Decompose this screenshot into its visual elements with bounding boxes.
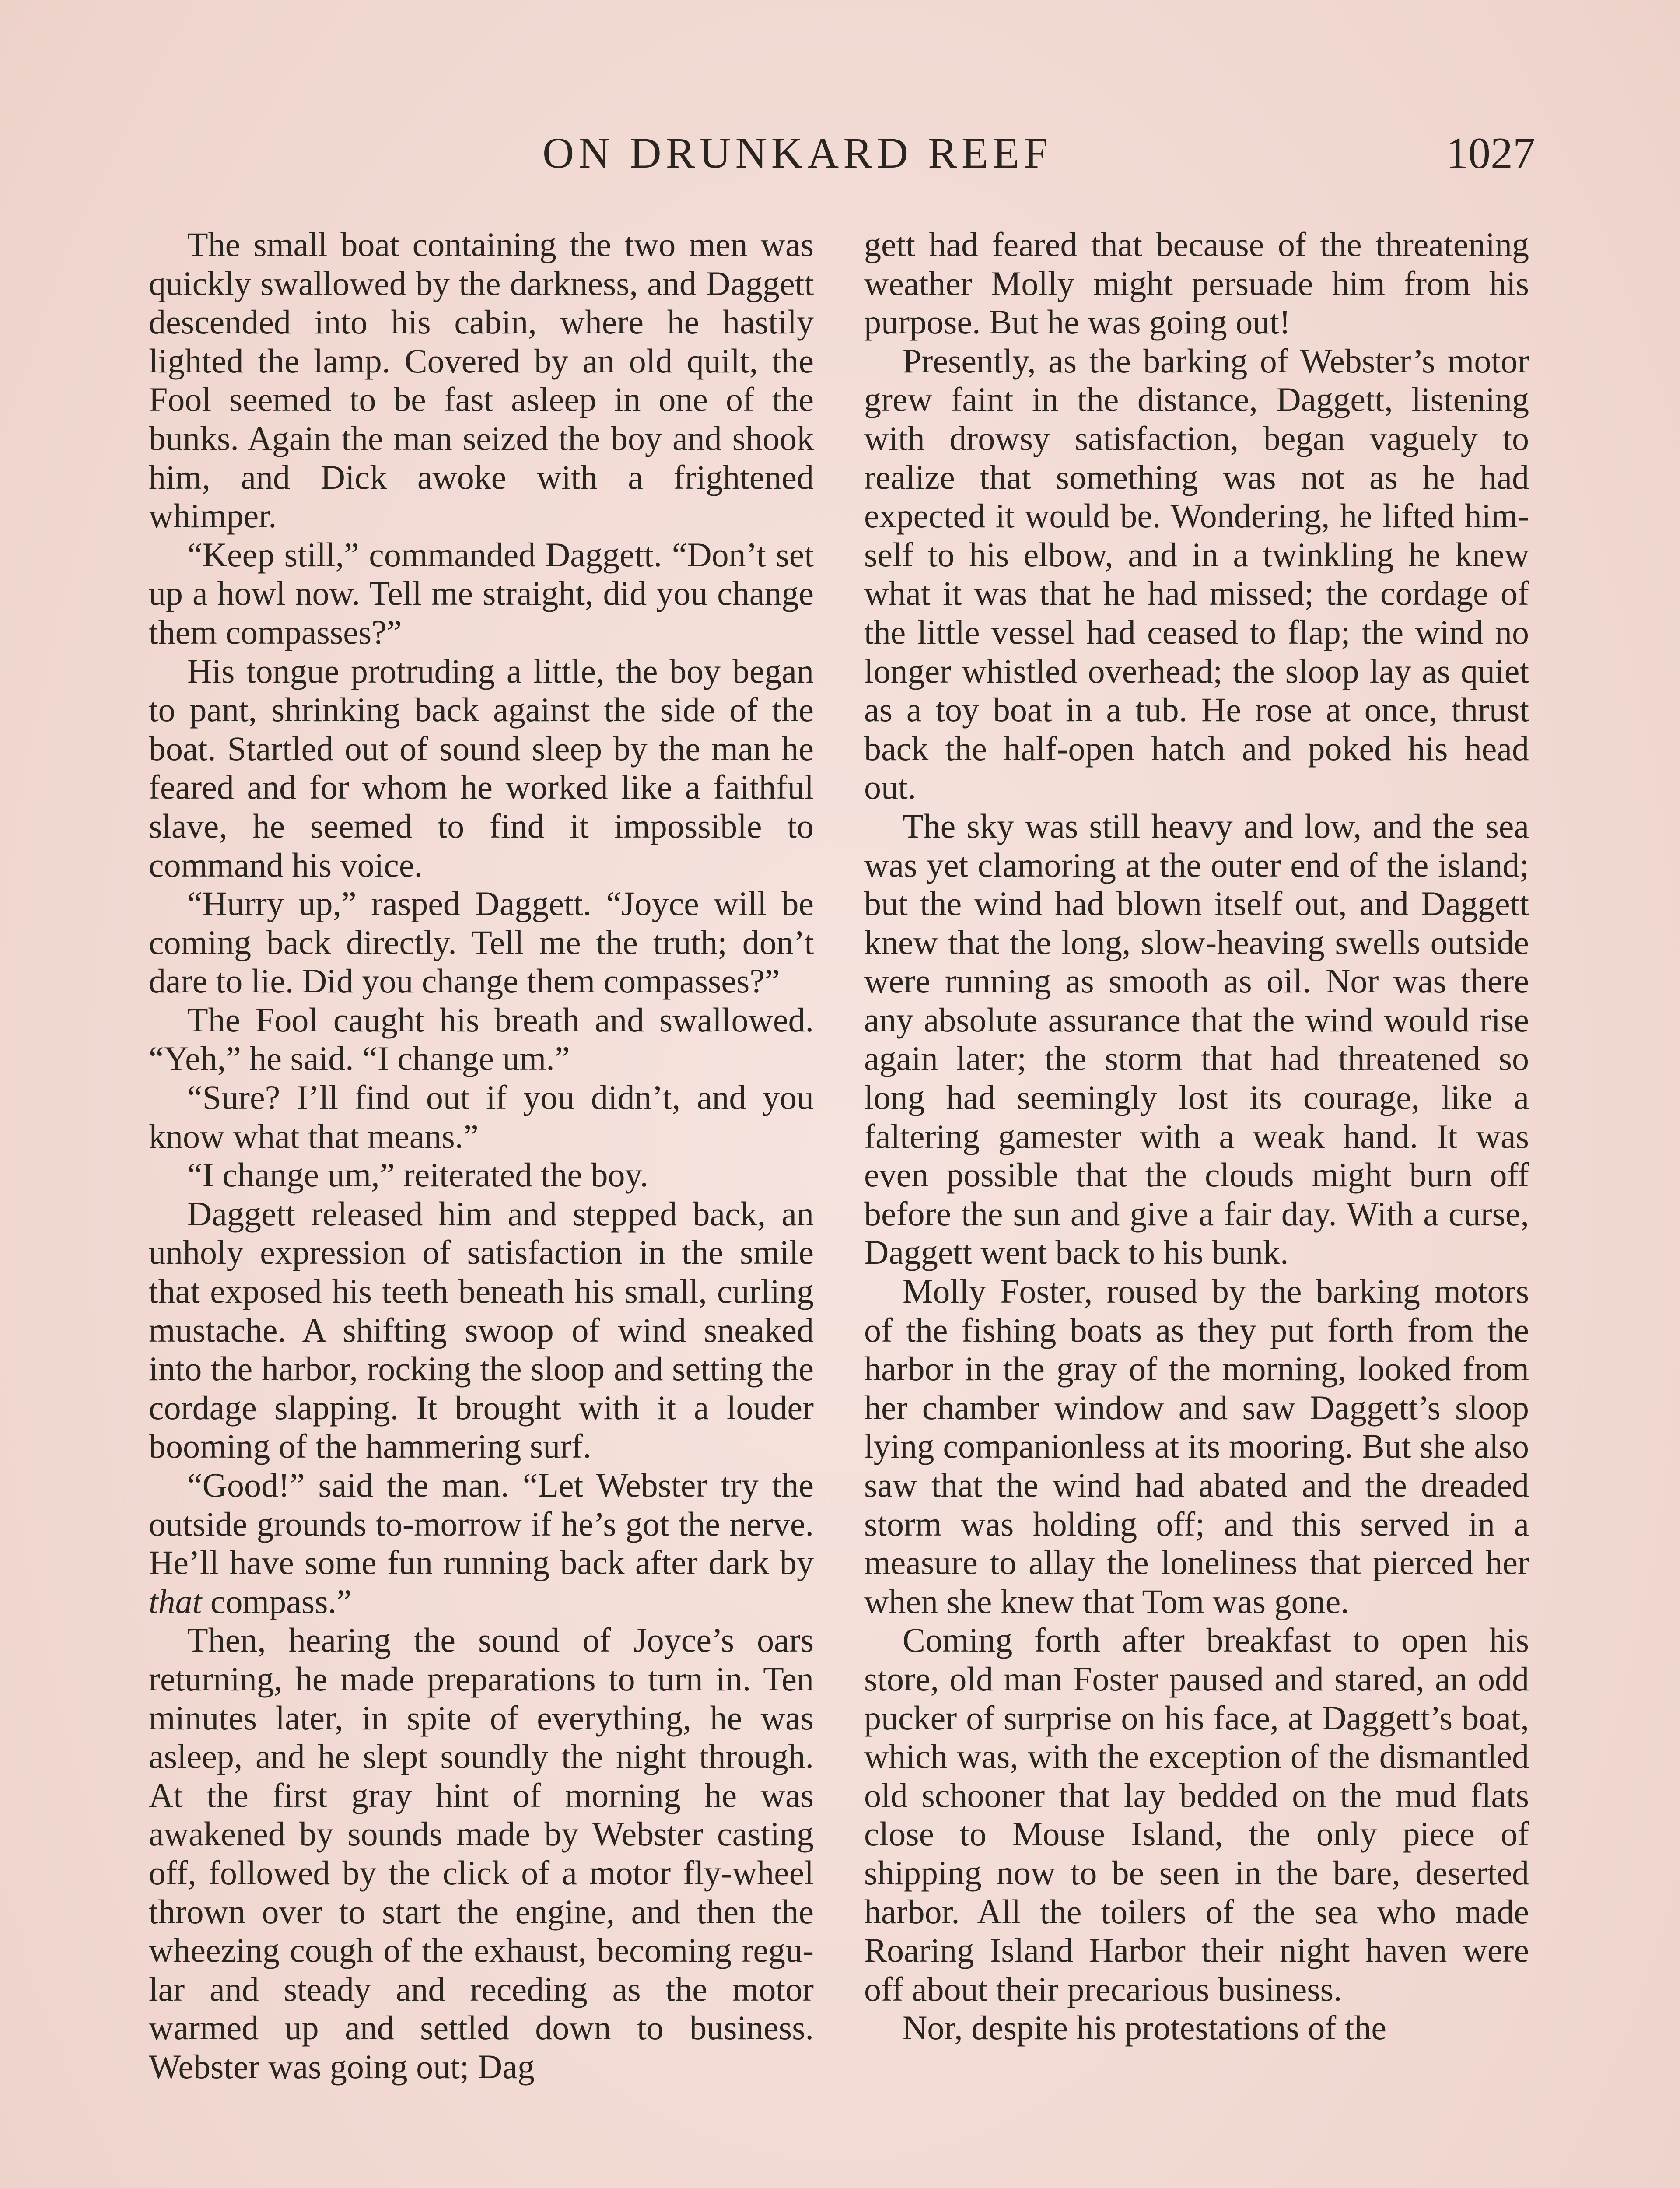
paragraph: “Keep still,” commanded Daggett. “Don’t set up a howl now. Tell me straight, did you change them compasses?”: [149, 535, 814, 651]
paragraph: “Hurry up,” rasped Daggett. “Joyce will be coming back directly. Tell me the truth; don’t dare to lie. Did you change them compasses?”: [149, 884, 814, 1000]
left-column: [149, 225, 814, 2086]
running-title: ON DRUNKARD REEF: [542, 129, 1053, 177]
paragraph-text: “Good!” said the man. “Let Webster try the outside grounds to-morrow if he’s got the nerve. He’ll have some fun running back after dark by: [149, 1466, 814, 1582]
paragraph: The Fool caught his breath and swallowed. “Yeh,” he said. “I change um.”: [149, 1000, 814, 1078]
right-column: [864, 225, 1529, 2048]
paragraph-continued: gett had feared that because of the threatening weather Molly might persuade him from his purpose. But he was going out!: [864, 225, 1529, 341]
paragraph: Daggett released him and stepped back, an unholy expression of satisfaction in the smile that exposed his teeth beneath his small, curling mustache. A shifting swoop of wind sneaked into the harbor, rocking the sloop and setting the cordage slapping. It brought with it a louder booming of the hammering surf.: [149, 1194, 814, 1466]
paragraph: The sky was still heavy and low, and the sea was yet clamoring at the outer end of the island; but the wind had blown itself out, and Daggett knew that the long, slow-heaving swells outside were running as smooth as oil. Nor was there any absolute assurance that the wind would rise again later; the storm that had threatened so long had seemingly lost its courage, like a faltering gamester with a weak hand. It was even possible that the clouds might burn off before the sun and give a fair day. With a curse, Daggett went back to his bunk.: [864, 806, 1529, 1272]
emphasis-text: that: [149, 1582, 202, 1620]
paragraph: Presently, as the barking of Webster’s motor grew faint in the distance, Daggett, listening with drowsy satisfaction, began vaguely to realize that something was not as he had expected it would be. Wondering, he lifted himself to his elbow, and in a twinkling he knew what it was that he had missed; the cordage of the little vessel had ceased to flap; the wind no longer whistled overhead; the sloop lay as quiet as a toy boat in a tub. He rose at once, thrust back the half-open hatch and poked his head out.: [864, 341, 1529, 806]
paragraph: “Sure? I’ll find out if you didn’t, and you know what that means.”: [149, 1078, 814, 1155]
paragraph: Then, hearing the sound of Joyce’s oars returning, he made preparations to turn in. Ten minutes later, in spite of everything, he was asleep, and he slept soundly the night through. At the first gray hint of morning he was awakened by sounds made by Webster casting off, followed by the click of a motor fly-wheel thrown over to start the engine, and then the wheezing cough of the exhaust, becoming regular and steady and receding as the motor warmed up and settled down to business. Webster was going out; Dag: [149, 1621, 814, 2086]
paragraph: “I change um,” reiterated the boy.: [187, 1156, 648, 1194]
paragraph: [149, 1466, 814, 1621]
paragraph: Nor, despite his protestations of the: [903, 2009, 1387, 2047]
paragraph-text: compass.”: [202, 1582, 352, 1620]
paragraph: The small boat containing the two men was quickly swallowed by the darkness, and Daggett descended into his cabin, where he hastily lighted the lamp. Covered by an old quilt, the Fool seemed to be fast asleep in one of the bunks. Again the man seized the boy and shook him, and Dick awoke with a frightened whimper.: [149, 225, 814, 535]
page-number: 1027: [1446, 129, 1535, 178]
paragraph: Coming forth after breakfast to open his store, old man Foster paused and stared, an odd pucker of surprise on his face, at Daggett’s boat, which was, with the exception of the dismantled old schooner that lay bedded on the mud flats close to Mouse Island, the only piece of shipping now to be seen in the bare, deserted harbor. All the toilers of the sea who made Roaring Island Harbor their night haven were off about their precarious business.: [864, 1621, 1529, 2008]
paragraph: Molly Foster, roused by the barking motors of the fishing boats as they put forth from the harbor in the gray of the morning, looked from her chamber window and saw Daggett’s sloop lying companionless at its mooring. But she also saw that the wind had abated and the dreaded storm was holding off; and this served in a measure to allay the loneliness that pierced her when she knew that Tom was gone.: [864, 1272, 1529, 1620]
paragraph: His tongue protruding a little, the boy began to pant, shrinking back against the side of the boat. Startled out of sound sleep by the man he feared and for whom he worked like a faithful slave, he seemed to find it impossible to command his voice.: [149, 652, 814, 884]
